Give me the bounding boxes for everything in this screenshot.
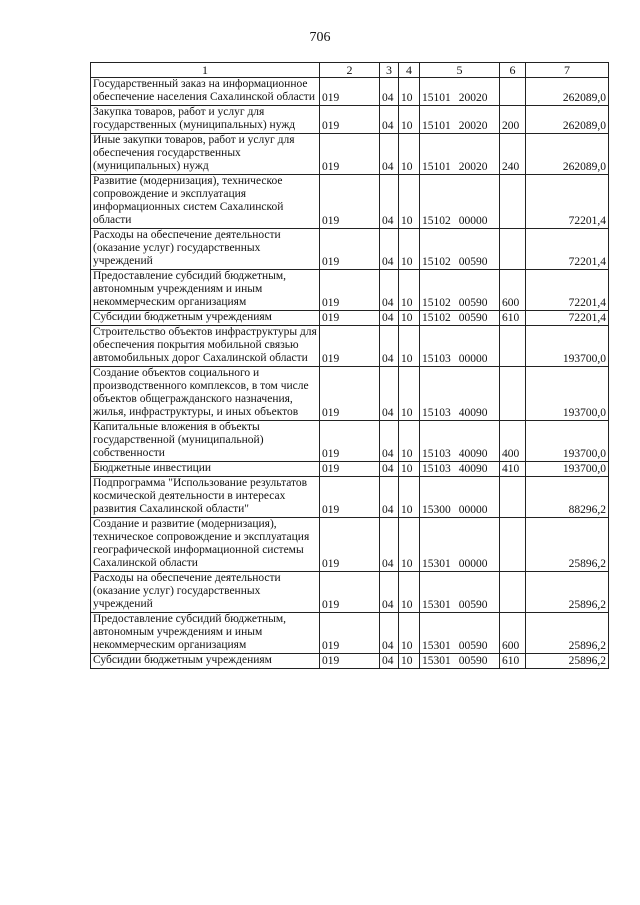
- target-article-direction: 00590: [458, 655, 488, 667]
- target-article-code: [420, 613, 500, 654]
- subsection-code: 10: [399, 572, 420, 613]
- subsection-code: 10: [399, 518, 420, 572]
- target-article-program: 15103: [422, 407, 451, 419]
- amount: 25896,2: [526, 572, 609, 613]
- target-article-program: 15301: [422, 655, 451, 667]
- subsection-code: 10: [399, 462, 420, 477]
- ministry-code: 019: [320, 106, 380, 134]
- ministry-code: 019: [320, 518, 380, 572]
- expense-type-code: [500, 229, 526, 270]
- amount: 25896,2: [526, 654, 609, 669]
- target-article-program: 15301: [422, 640, 451, 652]
- table-row: [91, 367, 609, 421]
- table-row: [91, 613, 609, 654]
- subsection-code: 10: [399, 613, 420, 654]
- amount: 193700,0: [526, 421, 609, 462]
- column-header: 1: [91, 63, 320, 78]
- section-code: 04: [380, 311, 399, 326]
- ministry-code: 019: [320, 572, 380, 613]
- target-article-code: [420, 654, 500, 669]
- target-article-direction: 20020: [458, 92, 488, 104]
- subsection-code: 10: [399, 134, 420, 175]
- ministry-code: 019: [320, 229, 380, 270]
- amount: 193700,0: [526, 326, 609, 367]
- column-header: 7: [526, 63, 609, 78]
- target-article-program: 15101: [422, 92, 451, 104]
- row-description: Бюджетные инвестиции: [91, 462, 320, 477]
- table-row: [91, 175, 609, 229]
- expense-type-code: 610: [500, 654, 526, 669]
- row-description: Капитальные вложения в объекты государственной (муниципальной) собственности: [91, 421, 320, 462]
- target-article-code: [420, 326, 500, 367]
- column-header: 5: [420, 63, 500, 78]
- target-article-program: 15101: [422, 161, 451, 173]
- subsection-code: 10: [399, 367, 420, 421]
- target-article-direction: 20020: [458, 120, 488, 132]
- target-article-code: [420, 518, 500, 572]
- expense-type-code: [500, 477, 526, 518]
- target-article-direction: 40090: [458, 463, 488, 475]
- column-header: 6: [500, 63, 526, 78]
- section-code: 04: [380, 106, 399, 134]
- target-article-program: 15102: [422, 297, 451, 309]
- table-row: [91, 311, 609, 326]
- row-description: Создание и развитие (модернизация), техническое сопровождение и эксплуатация географической информационной системы Сахалинской области: [91, 518, 320, 572]
- table-row: [91, 78, 609, 106]
- row-description: Развитие (модернизация), техническое сопровождение и эксплуатация информационных систем Сахалинской области: [91, 175, 320, 229]
- subsection-code: 10: [399, 654, 420, 669]
- ministry-code: 019: [320, 367, 380, 421]
- target-article-direction: 00590: [458, 640, 488, 652]
- row-description: Субсидии бюджетным учреждениям: [91, 654, 320, 669]
- ministry-code: 019: [320, 78, 380, 106]
- subsection-code: 10: [399, 78, 420, 106]
- row-description: Создание объектов социального и производственного комплексов, в том числе объектов общегражданского назначения, жилья, инфраструктуры, и иных объектов: [91, 367, 320, 421]
- section-code: 04: [380, 270, 399, 311]
- amount: 72201,4: [526, 229, 609, 270]
- amount: 72201,4: [526, 175, 609, 229]
- expense-type-code: 240: [500, 134, 526, 175]
- column-header: 4: [399, 63, 420, 78]
- target-article-direction: 00590: [458, 312, 488, 324]
- expense-type-code: [500, 78, 526, 106]
- subsection-code: 10: [399, 326, 420, 367]
- section-code: 04: [380, 572, 399, 613]
- row-description: Расходы на обеспечение деятельности (оказание услуг) государственных учреждений: [91, 229, 320, 270]
- target-article-program: 15103: [422, 448, 451, 460]
- target-article-code: [420, 477, 500, 518]
- page-number: 706: [309, 30, 331, 45]
- amount: 262089,0: [526, 134, 609, 175]
- amount: 72201,4: [526, 270, 609, 311]
- row-description: Предоставление субсидий бюджетным, автономным учреждениям и иным некоммерческим организациям: [91, 270, 320, 311]
- target-article-direction: 20020: [458, 161, 488, 173]
- section-code: 04: [380, 175, 399, 229]
- amount: 193700,0: [526, 462, 609, 477]
- target-article-program: 15103: [422, 353, 451, 365]
- section-code: 04: [380, 462, 399, 477]
- target-article-code: [420, 421, 500, 462]
- expense-type-code: 410: [500, 462, 526, 477]
- column-header: 3: [380, 63, 399, 78]
- target-article-code: [420, 78, 500, 106]
- target-article-program: 15301: [422, 558, 451, 570]
- expense-type-code: [500, 326, 526, 367]
- target-article-code: [420, 572, 500, 613]
- subsection-code: 10: [399, 477, 420, 518]
- ministry-code: 019: [320, 654, 380, 669]
- target-article-direction: 00000: [458, 504, 488, 516]
- target-article-program: 15102: [422, 256, 451, 268]
- header-row: [91, 63, 609, 78]
- section-code: 04: [380, 421, 399, 462]
- table-row: [91, 270, 609, 311]
- section-code: 04: [380, 229, 399, 270]
- subsection-code: 10: [399, 106, 420, 134]
- expense-type-code: 200: [500, 106, 526, 134]
- ministry-code: 019: [320, 311, 380, 326]
- table-row: [91, 326, 609, 367]
- target-article-code: [420, 462, 500, 477]
- target-article-program: 15301: [422, 599, 451, 611]
- target-article-code: [420, 175, 500, 229]
- target-article-direction: 00590: [458, 256, 488, 268]
- row-description: Подпрограмма "Использование результатов космической деятельности в интересах развития Сахалинской области": [91, 477, 320, 518]
- target-article-code: [420, 311, 500, 326]
- ministry-code: 019: [320, 270, 380, 311]
- subsection-code: 10: [399, 311, 420, 326]
- expense-type-code: 610: [500, 311, 526, 326]
- target-article-direction: 40090: [458, 407, 488, 419]
- table-row: [91, 572, 609, 613]
- target-article-program: 15103: [422, 463, 451, 475]
- subsection-code: 10: [399, 270, 420, 311]
- amount: 193700,0: [526, 367, 609, 421]
- amount: 25896,2: [526, 613, 609, 654]
- table-row: [91, 421, 609, 462]
- expense-type-code: 400: [500, 421, 526, 462]
- amount: 25896,2: [526, 518, 609, 572]
- row-description: Закупка товаров, работ и услуг для государственных (муниципальных) нужд: [91, 106, 320, 134]
- table-row: [91, 462, 609, 477]
- ministry-code: 019: [320, 421, 380, 462]
- target-article-code: [420, 134, 500, 175]
- row-description: Субсидии бюджетным учреждениям: [91, 311, 320, 326]
- target-article-program: 15300: [422, 504, 451, 516]
- expense-type-code: [500, 175, 526, 229]
- target-article-direction: 00000: [458, 353, 488, 365]
- subsection-code: 10: [399, 229, 420, 270]
- target-article-direction: 00000: [458, 558, 488, 570]
- expense-type-code: [500, 572, 526, 613]
- table-row: [91, 106, 609, 134]
- target-article-code: [420, 229, 500, 270]
- ministry-code: 019: [320, 477, 380, 518]
- row-description: Расходы на обеспечение деятельности (оказание услуг) государственных учреждений: [91, 572, 320, 613]
- amount: 262089,0: [526, 78, 609, 106]
- amount: 72201,4: [526, 311, 609, 326]
- target-article-code: [420, 367, 500, 421]
- target-article-direction: 00000: [458, 215, 488, 227]
- expense-type-code: [500, 518, 526, 572]
- ministry-code: 019: [320, 462, 380, 477]
- row-description: Строительство объектов инфраструктуры для обеспечения покрытия мобильной связью автомобильных дорог Сахалинской области: [91, 326, 320, 367]
- section-code: 04: [380, 367, 399, 421]
- target-article-code: [420, 270, 500, 311]
- row-description: Предоставление субсидий бюджетным, автономным учреждениям и иным некоммерческим организациям: [91, 613, 320, 654]
- table-row: [91, 518, 609, 572]
- column-header: 2: [320, 63, 380, 78]
- table-row: [91, 134, 609, 175]
- amount: 262089,0: [526, 106, 609, 134]
- row-description: Государственный заказ на информационное обеспечение населения Сахалинской области: [91, 78, 320, 106]
- section-code: 04: [380, 518, 399, 572]
- ministry-code: 019: [320, 326, 380, 367]
- ministry-code: 019: [320, 134, 380, 175]
- target-article-program: 15102: [422, 215, 451, 227]
- section-code: 04: [380, 477, 399, 518]
- table-row: [91, 654, 609, 669]
- expense-type-code: 600: [500, 613, 526, 654]
- ministry-code: 019: [320, 175, 380, 229]
- subsection-code: 10: [399, 175, 420, 229]
- target-article-code: [420, 106, 500, 134]
- section-code: 04: [380, 613, 399, 654]
- amount: 88296,2: [526, 477, 609, 518]
- row-description: Иные закупки товаров, работ и услуг для обеспечения государственных (муниципальных) нужд: [91, 134, 320, 175]
- section-code: 04: [380, 326, 399, 367]
- table-row: [91, 229, 609, 270]
- table-body: [91, 78, 609, 669]
- subsection-code: 10: [399, 421, 420, 462]
- ministry-code: 019: [320, 613, 380, 654]
- expense-type-code: [500, 367, 526, 421]
- section-code: 04: [380, 654, 399, 669]
- target-article-direction: 40090: [458, 448, 488, 460]
- target-article-program: 15101: [422, 120, 451, 132]
- target-article-direction: 00590: [458, 297, 488, 309]
- target-article-direction: 00590: [458, 599, 488, 611]
- section-code: 04: [380, 78, 399, 106]
- table-row: [91, 477, 609, 518]
- expense-type-code: 600: [500, 270, 526, 311]
- section-code: 04: [380, 134, 399, 175]
- target-article-program: 15102: [422, 312, 451, 324]
- budget-table: [90, 62, 609, 669]
